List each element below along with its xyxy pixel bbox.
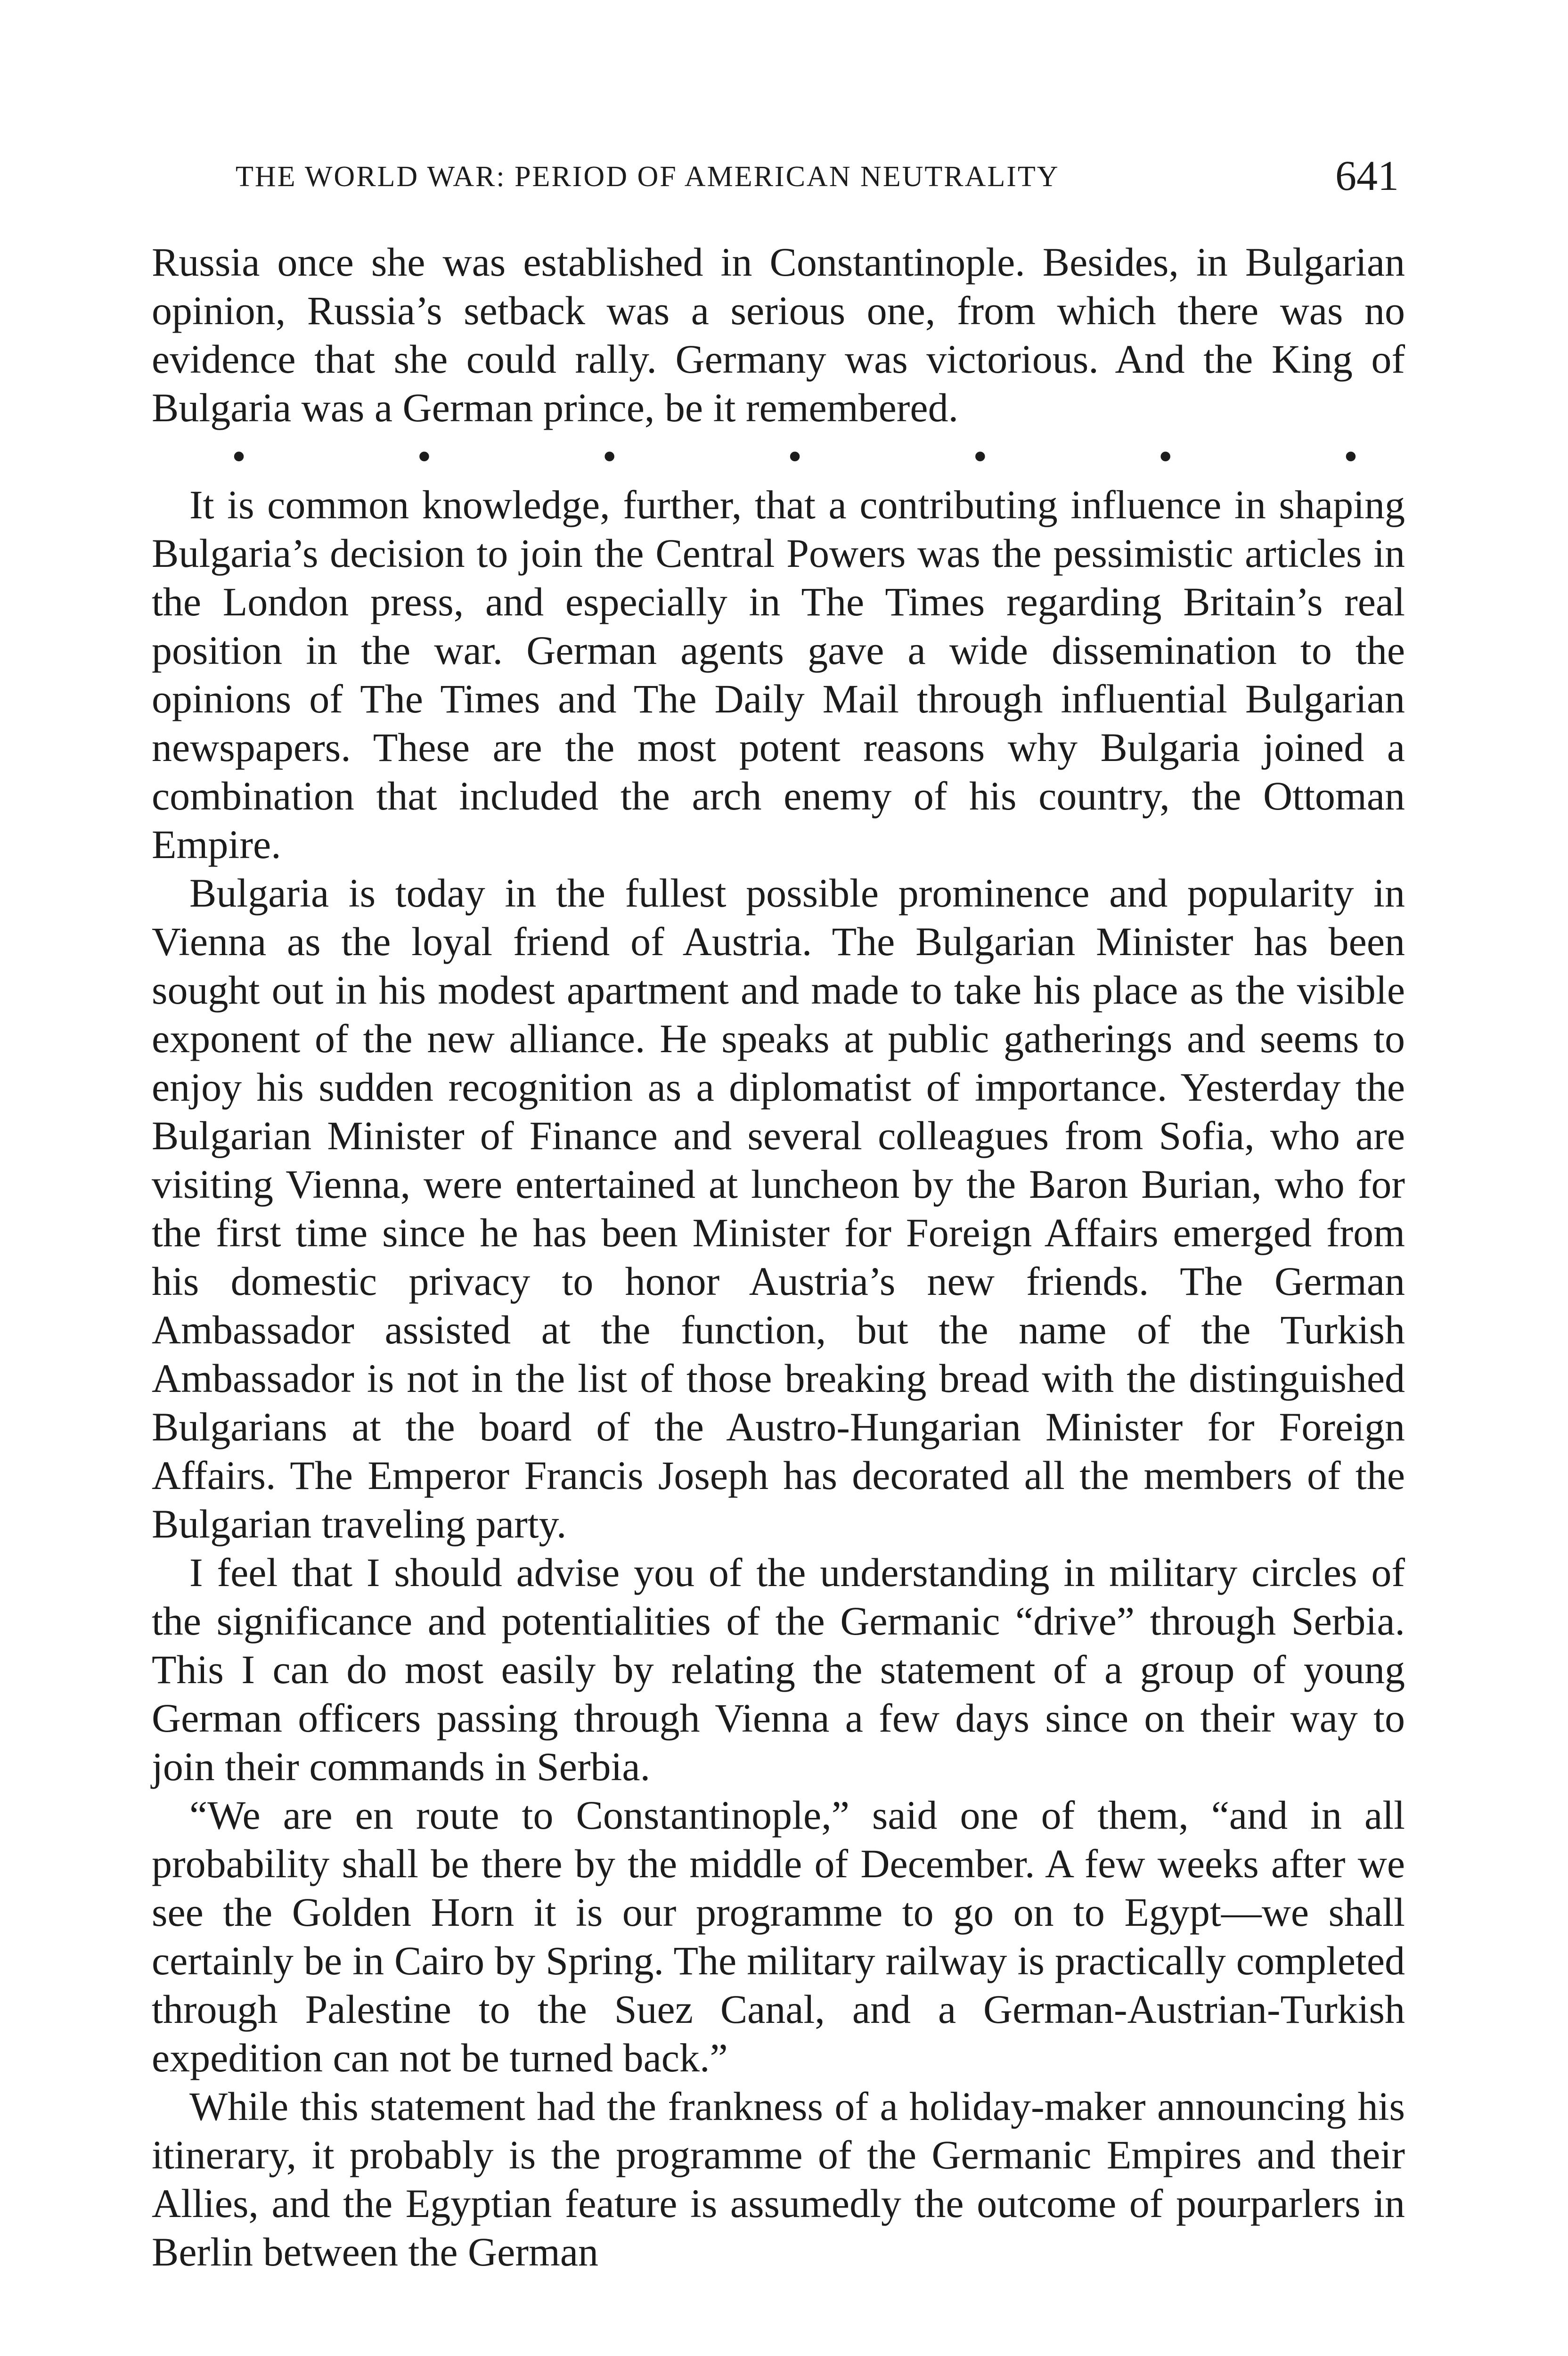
ellipsis-dot: • bbox=[787, 434, 802, 479]
running-header: THE WORLD WAR: PERIOD OF AMERICAN NEUTRALITY bbox=[236, 161, 1060, 193]
page-number: 641 bbox=[1335, 153, 1399, 199]
ellipsis-dot: • bbox=[1158, 434, 1173, 479]
ellipsis-dot: • bbox=[1343, 434, 1358, 479]
paragraph: It is common knowledge, further, that a contributing influence in shaping Bulgaria’s decision to join the Central Powers was the pessimistic articles in the London press, and especially in The Times regarding Britain’s real position in the war. German agents gave a wide dissemination to the opinions of The Times and The Daily Mail through influential Bulgarian newspapers. These are the most potent reasons why Bulgaria joined a combination that included the arch enemy of his country, the Ottoman Empire. bbox=[152, 482, 1405, 867]
ellipsis-dot: • bbox=[602, 434, 617, 479]
body-text bbox=[152, 238, 1405, 2276]
paragraph: “We are en route to Constantinople,” said one of them, “and in all probability shall be there by the middle of December. A few weeks after we see the Golden Horn it is our programme to go on to Egypt—we shall certainly be in Cairo by Spring. The military railway is practically completed through Palestine to the Suez Canal, and a German-Austrian-Turkish expedition can not be turned back.” bbox=[152, 1792, 1405, 2080]
ellipsis-row bbox=[152, 432, 1405, 481]
paragraph: While this statement had the frankness of a holiday-maker announcing his itinerary, it probably is the programme of the Germanic Empires and their Allies, and the Egyptian feature is assumedly the outcome of pourparlers in Berlin between the German bbox=[152, 2084, 1405, 2274]
ellipsis-dot: • bbox=[417, 434, 432, 479]
ellipsis-dot: • bbox=[973, 434, 988, 479]
ellipsis-dot: • bbox=[232, 434, 246, 479]
paragraph: Russia once she was established in Constantinople. Besides, in Bulgarian opinion, Russia’s setback was a serious one, from which there was no evidence that she could rally. Germany was victorious. And the King of Bulgaria was a German prince, be it remembered. bbox=[152, 239, 1405, 430]
paragraph: Bulgaria is today in the fullest possible prominence and popularity in Vienna as the loyal friend of Austria. The Bulgarian Minister has been sought out in his modest apartment and made to take his place as the visible exponent of the new alliance. He speaks at public gatherings and seems to enjoy his sudden recognition as a diplomatist of importance. Yesterday the Bulgarian Minister of Finance and several colleagues from Sofia, who are visiting Vienna, were entertained at luncheon by the Baron Burian, who for the first time since he has been Minister for Foreign Affairs emerged from his domestic privacy to honor Austria’s new friends. The German Ambassador assisted at the function, but the name of the Turkish Ambassador is not in the list of those breaking bread with the distinguished Bulgarians at the board of the Austro-Hungarian Minister for Foreign Affairs. The Emperor Francis Joseph has decorated all the members of the Bulgarian traveling party. bbox=[152, 870, 1405, 1546]
paragraph: I feel that I should advise you of the understanding in military circles of the significance and potentialities of the Germanic “drive” through Serbia. This I can do most easily by relating the statement of a group of young German officers passing through Vienna a few days since on their way to join their commands in Serbia. bbox=[152, 1550, 1405, 1789]
